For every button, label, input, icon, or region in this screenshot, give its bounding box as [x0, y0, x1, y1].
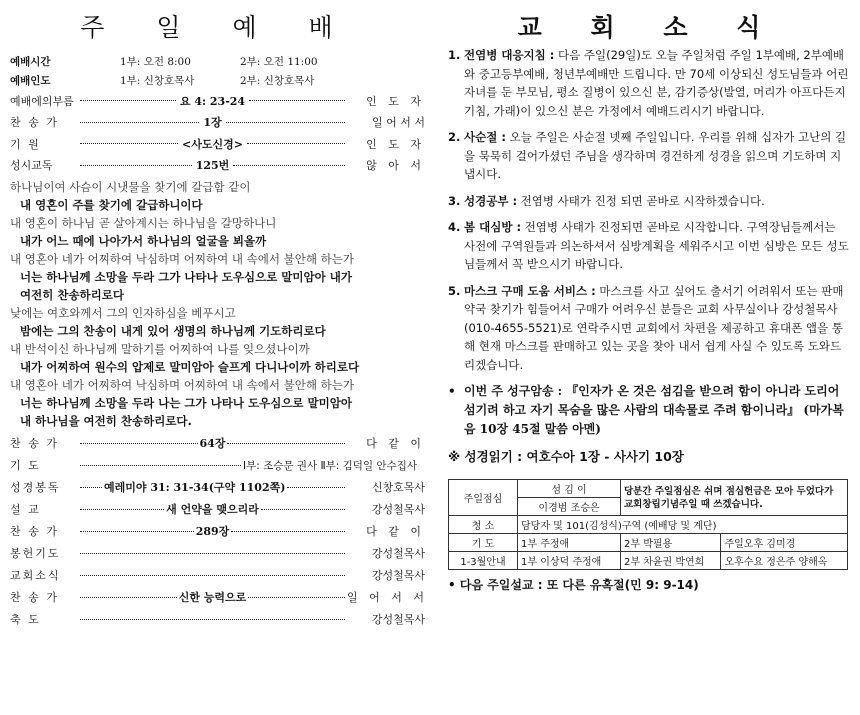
duty-guide-label: 1-3월안내	[449, 552, 518, 570]
order-label: 설 교	[10, 503, 41, 516]
order-row	[10, 133, 425, 155]
order-row	[10, 454, 425, 476]
duty-prayer-1: 1부 주정애	[518, 534, 621, 552]
duty-guide-2: 2부 차윤권 박연희	[621, 552, 721, 570]
order-label: 예배에의부름	[10, 94, 74, 108]
table-row	[449, 480, 848, 498]
order-value: 125번	[195, 159, 230, 173]
responsive-line-congregation: 너는 하나님께 소망을 두라 나는 그가 나타나 도우심으로 말미암아	[20, 396, 352, 410]
order-value: 요 4: 23-24	[179, 94, 246, 108]
duty-prayer-2: 2부 박필용	[621, 534, 721, 552]
order-value: Ⅰ부: 조승문 권사 Ⅱ부: 김덕일 안수집사	[242, 459, 417, 472]
order-label: 찬 송 가	[10, 591, 59, 604]
order-row	[10, 608, 425, 630]
order-label: 찬 송 가	[10, 116, 59, 130]
notice-number: 3.	[448, 193, 461, 208]
order-label: 교회소식	[10, 569, 61, 582]
worship-time-row	[10, 52, 425, 71]
duty-lunch-name: 이경범 조승은	[518, 498, 621, 516]
duty-clean-label: 청 소	[449, 516, 518, 534]
responsive-line-congregation: 내가 어느 때에 나아가서 하나님의 얼굴을 뵈올까	[20, 234, 267, 248]
duty-table	[448, 479, 848, 570]
order-who: 일 어 서 서	[372, 116, 425, 130]
notice-body: 마스크를 사고 싶어도 출서기 어려워서 또는 판매 약국 찾기가 힘들어서 구매가 어려우신 분들은 교회 사무실이나 강성철목사(010-4655-5521)로 연락주시면 교회에서 차편을 제공하고 휴대폰 앱을 통해 현재 마스크를 판매하고 있는 곳을 찾아 내서 쉽게 사실 수 있도록 도와드리겠습니다.	[464, 283, 844, 372]
worship-title: 주 일 예 배	[80, 13, 355, 42]
order-label: 성시교독	[10, 159, 53, 173]
worship-leader-second: 2부: 신창호목사	[240, 75, 315, 87]
duty-lunch-head: 섬 김 이	[518, 480, 621, 498]
order-who: 신창호목사	[371, 481, 425, 494]
order-label: 축 도	[10, 613, 41, 626]
responsive-line-congregation: 내 하나님을 여전히 찬송하리로다.	[20, 414, 192, 428]
order-row	[10, 476, 425, 498]
order-value: 신한 능력으로	[178, 591, 247, 604]
notice-item	[448, 46, 850, 120]
table-row	[449, 552, 848, 570]
responsive-line-congregation: 밤에는 그의 찬송이 내게 있어 생명의 하나님께 기도하리로다	[20, 324, 326, 338]
memory-verse	[448, 382, 850, 439]
order-value: 1장	[203, 116, 222, 130]
duty-prayer-label: 기 도	[449, 534, 518, 552]
order-row	[10, 432, 425, 454]
responsive-line-pastor: 하나님이여 사슴이 시냇물을 찾기에 갈급함 같이	[10, 180, 251, 194]
order-label: 기 도	[10, 459, 41, 472]
worship-time-first: 1부: 오전 8:00	[120, 56, 191, 68]
notice-heading: 전염병 대응지침 :	[464, 48, 555, 62]
worship-column	[10, 8, 428, 630]
duty-prayer-3: 주일오후 김미경	[721, 534, 848, 552]
order-row	[10, 542, 425, 564]
responsive-line-congregation: 내 영혼이 주를 찾기에 갈급하니이다	[20, 198, 203, 212]
order-label: 기 원	[10, 137, 41, 151]
duty-guide-1: 1부 이상덕 주정애	[518, 552, 621, 570]
worship-time-label: 예배시간	[10, 56, 51, 68]
responsive-line-congregation: 내가 어찌하여 원수의 압제로 말미암아 슬프게 다니나이까 하리로다	[20, 360, 360, 374]
worship-leader-first: 1부: 신창호목사	[120, 75, 195, 87]
order-value: <사도신경>	[182, 137, 243, 151]
order-who: 강성철목사	[371, 547, 425, 560]
notice-item	[448, 192, 850, 211]
next-sermon: • 다음 주일설교 : 또 다른 유혹절(민 9: 9-14)	[448, 578, 699, 592]
order-who: 인 도 자	[366, 137, 425, 151]
order-row	[10, 90, 425, 112]
table-row	[449, 516, 848, 534]
responsive-line-pastor: 내 영혼이 하나님 곧 살아계시는 하나님을 갈망하나니	[10, 216, 277, 230]
bullet-icon: •	[448, 384, 456, 398]
notice-body: 전염병 사태가 진정 되면 곧바로 시작하겠습니다.	[520, 193, 765, 208]
responsive-line-pastor: 낮에는 여호와께서 그의 인자하심을 베푸시고	[10, 306, 236, 320]
order-label: 성경봉독	[10, 481, 61, 494]
order-value: 예레미야 31: 31-34(구약 1102쪽)	[104, 481, 286, 494]
notice-number: 4.	[448, 220, 461, 234]
notice-heading: 봄 대심방 :	[464, 220, 522, 234]
notice-item	[448, 282, 850, 375]
notice-heading: 마스크 구매 도움 서비스 :	[464, 283, 596, 298]
order-label: 찬 송 가	[10, 525, 59, 538]
notice-body: 오늘 주일은 사순절 넷째 주일입니다. 우리를 위해 십자가 고난의 길을 묵묵히 걸어가셨던 주님을 생각하며 경건하게 성경을 읽으며 기도하며 지냅시다.	[464, 130, 847, 181]
order-value: 64장	[199, 437, 226, 450]
order-row	[10, 498, 425, 520]
order-row	[10, 586, 428, 608]
news-column	[448, 8, 850, 593]
responsive-reading	[10, 178, 425, 430]
responsive-line-pastor: 내 영혼아 네가 어찌하여 낙심하며 어찌하여 내 속에서 불안해 하는가	[10, 252, 354, 266]
bible-reading: ※ 성경읽기 : 여호수아 1장 - 사사기 10장	[448, 449, 684, 464]
order-label: 찬 송 가	[10, 437, 59, 450]
order-row	[10, 520, 425, 542]
order-value: 289장	[195, 525, 230, 538]
news-title: 교 회 소 식	[517, 13, 781, 42]
notice-number: 5.	[448, 283, 461, 298]
responsive-line-congregation: 너는 하나님께 소망을 두라 그가 나타나 도우심으로 말미암아 내가	[20, 270, 352, 284]
order-who: 강성철목사	[371, 569, 425, 582]
order-row	[10, 155, 425, 177]
order-row	[10, 564, 425, 586]
duty-lunch-note: 당분간 주일점심은 쉬며 점심헌금은 모아 두었다가 교회창립기념주일 때 쓰겠습니다.	[621, 480, 848, 516]
worship-time-second: 2부: 오전 11:00	[240, 56, 318, 68]
worship-leader-row	[10, 71, 425, 90]
notice-body: 다음 주일(29일)도 오늘 주일처럼 주일 1부예배, 2부예배와 중고등부예배, 청년부예배만 드립니다. 만 70세 이상되신 성도님들과 어린자녀를 둔 부모님, 평소 질병이 있으신 분, 감기증상(발열, 머리가 아프다든지 기침, 가래)이 있으신 분은 가정에서 예배드리시기 바랍니다.	[464, 48, 849, 118]
notice-body: 전염병 사태가 진정되면 곧바로 시작합니다. 구역장님들께서는 사전에 구역원들과 의논하셔서 심방계획을 세워주시고 이번 심방은 모든 성도님들께서 꼭 받으시기 바랍니다.	[464, 220, 849, 271]
duty-guide-3: 오후수요 정은주 양해옥	[721, 552, 848, 570]
worship-leader-label: 예배인도	[10, 75, 51, 87]
notice-number: 2.	[448, 130, 461, 144]
notice-item	[448, 128, 850, 184]
order-value: 새 언약을 맺으리라	[166, 503, 259, 516]
order-row	[10, 112, 425, 134]
table-row	[449, 534, 848, 552]
notice-heading: 성경공부 :	[464, 193, 518, 208]
notice-number: 1.	[448, 48, 461, 62]
order-who: 다 같 이	[366, 437, 425, 450]
order-who: 강성철목사	[371, 503, 425, 516]
order-who: 다 같 이	[366, 525, 425, 538]
order-who: 강성철목사	[371, 613, 425, 626]
order-who: 인 도 자	[366, 94, 425, 108]
duty-clean-value: 담당자 및 101(김성식)구역 (예배당 및 계단)	[518, 516, 848, 534]
notice-heading: 사순절 :	[464, 130, 506, 144]
order-who: 않 아 서	[366, 159, 425, 173]
order-label: 봉헌기도	[10, 547, 61, 560]
responsive-line-pastor: 내 반석이신 하나님께 말하기를 어찌하여 나를 잊으셨나이까	[10, 342, 310, 356]
responsive-line-pastor: 내 영혼아 네가 어찌하여 낙심하며 어찌하여 내 속에서 불안해 하는가	[10, 378, 354, 392]
memory-verse-text: 이번 주 성구암송 : 『인자가 온 것은 섬김을 받으려 함이 아니라 도리어 섬기려 하고 자기 목숨을 많은 사람의 대속물로 주려 함이니라』 (마가복음 10장 45절 말씀 아멘)	[464, 384, 844, 436]
duty-lunch-label: 주일점심	[449, 480, 518, 516]
order-who: 일 어 서 서	[347, 591, 428, 604]
notice-item	[448, 218, 850, 274]
responsive-line-congregation: 여전히 찬송하리로다	[20, 288, 124, 302]
